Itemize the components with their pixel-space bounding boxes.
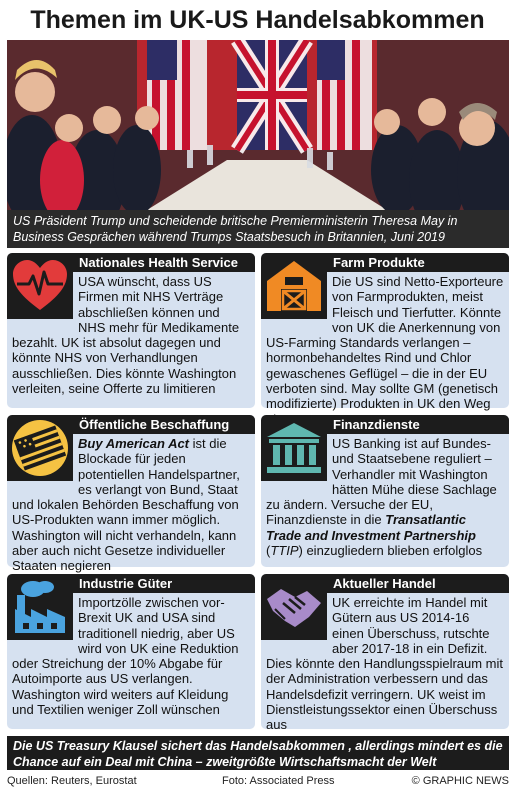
panel-abbr: TTIP [270,543,299,559]
page-title: Themen im UK-US Handelsabkommen [30,6,485,34]
footer-sources: Quellen: Reuters, Eurostat [7,775,137,787]
panel-text [261,434,509,567]
panel-financial-services [261,415,509,567]
panel-public-procurement [7,415,255,574]
panel-heading: Finanzdienste [327,415,509,434]
panel-text [7,434,255,574]
panel-current-trade [261,574,509,733]
footer [7,772,509,790]
panel-text [7,593,255,729]
panel-text-content: Die US sind Netto-Exporteure von Farmprodukten, meist Fleisch und Tierfutter. Könnte von UK die Anerkennung von US-Farming Standards verlangen – hormonbehandeltes Rind und Chlor gewaschenes Geflügel – die in der EU verboten sind. May sollte GM (genetisch modifizierte) Produkten in UK den Weg [266,274,504,412]
panel-industrial-goods [7,574,255,729]
panel-heading: Industrie Güter [73,574,255,593]
panel-text-content: ist die Blockade für jeden potentiellen Handelspartner, es verlangt von Bund, Staat und lokalen Behörden Beschaffung von US-Produkten wann immer möglich. Washington will nicht verhandeln, kann aber auch nicht Gesetze individueller Staaten negieren [12,436,240,574]
panel-heading: Aktueller Handel [327,574,509,593]
panel-text [261,272,509,412]
panel-text [7,272,255,408]
panel-emphasis: Buy American Act [78,436,190,451]
panel-health-service [7,253,255,408]
panel-text-before: US Banking ist auf Bundes- und Staatsebene reguliert – Verhandler mit Washington hätten Mühe diese Sachlage zu ändern. Versuche der EU, Finanzdienste in die [266,436,497,528]
panel-text-content: UK erreichte im Handel mit Gütern aus US 2014-16 einen Überschuss, rutschte aber 2017-18 in ein Defizit. Dies könnte den Handlungsspielraum mit der Administration verbessern und das Handelsdefizit verringern. UK weist im Dienstleistungssektor einen Überschuss aus [266,595,504,733]
panel-text-content: USA wünscht, dass US Firmen mit NHS Verträge abschließen können und NHS mehr für Medikamente bezahlt. UK ist absolut dagegen und könnte NHS von Verhandlungen ausschließen. Dies könnte Washington verleiten, seine Offerte zu limitieren [12,274,240,397]
footer-photo-credit: Foto: Associated Press [222,775,335,787]
panel-heading: Farm Produkte [327,253,509,272]
panel-text-after: ) einzugliedern blieben erfolglos [298,543,483,559]
panel-heading: Öffentliche Beschaffung [73,415,255,434]
panel-heading: Nationales Health Service [73,253,255,272]
footer-copyright: © GRAPHIC NEWS [411,775,509,787]
panel-text-mid: ( [266,543,271,559]
panel-emphasis: Transatlantic Trade and Investment Partnership [266,512,476,543]
summit-photo [7,40,509,210]
panel-text [261,593,509,733]
panel-farm-products [261,253,509,412]
photo-caption: US Präsident Trump und scheidende britische Premierministerin Theresa May in Business Gesprächen während Trumps Staatsbesuch in Britannien, Juni 2019 [7,210,509,248]
summary-note: Die US Treasury Klausel sichert das Handelsabkommen , allerdings mindert es die Chance auf ein Deal mit China – zweitgrößte Wirtschaftsmacht der Welt [7,736,509,770]
panel-text-content: Importzölle zwischen vor-Brexit UK and USA sind traditionell niedrig, aber US wird von UK eine Reduktion oder Streichung der 10% Abgabe für Autoimporte aus US verlangen. Washington wird weiters auf Kleidung und Textilien weniger Zoll wünschen [12,595,239,718]
